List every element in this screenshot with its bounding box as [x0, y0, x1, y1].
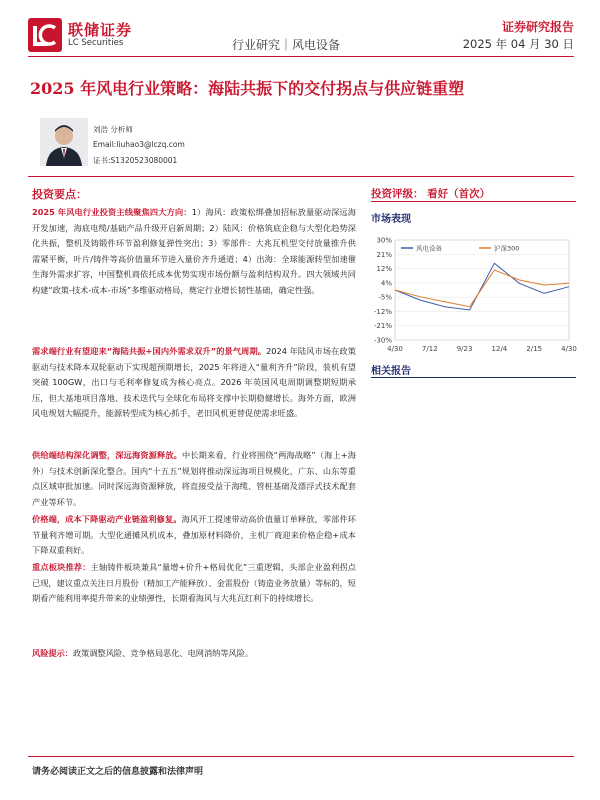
analyst-cert: 证书:S1320523080001	[93, 156, 178, 165]
summary-paragraph-4	[32, 512, 356, 559]
risk-lead: 风险提示：	[32, 648, 73, 658]
y-tick-label: 21%	[376, 250, 392, 259]
report-type: 证券研究报告	[501, 20, 574, 34]
paragraph-4-lead: 价格端，成本下降驱动产业链盈利修复。	[32, 514, 182, 524]
y-tick-label: 30%	[376, 236, 392, 245]
analyst-photo	[40, 118, 88, 166]
market-performance-chart	[369, 228, 577, 356]
summary-paragraph-3	[32, 448, 356, 510]
y-tick-label: -12%	[373, 307, 392, 316]
report-category: 行业研究｜风电设备	[232, 38, 341, 52]
disclaimer-footer: 请务必阅读正文之后的信息披露和法律声明	[32, 767, 204, 777]
summary-heading: 投资要点：	[32, 188, 87, 201]
market-performance-title: 市场表现	[371, 214, 411, 225]
summary-paragraph-5	[32, 560, 356, 607]
legend-label: 风电设备	[416, 244, 442, 253]
y-tick-label: -30%	[373, 336, 392, 345]
analyst-email[interactable]: Email:liuhao3@lczq.com	[93, 140, 185, 149]
risk-warning	[32, 646, 356, 662]
section-divider	[28, 176, 574, 177]
legend-label: 沪深300	[494, 244, 520, 253]
risk-body: 政策调整风险、竞争格局恶化、电网消纳等风险。	[72, 648, 254, 658]
x-tick-label: 7/12	[421, 345, 438, 353]
paragraph-3-body: 中长期来看，行业将围绕“两海战略”（海上+海外）与技术创新深化整合。国内“十五五”规划将推动深远海项目规模化，广东、山东等重点区域审批加速。同时深远海资源释放，将直接受益于海缆、管桩基础及漂浮式技术配套产业等环节。	[32, 450, 356, 507]
rating-divider	[371, 201, 576, 202]
related-reports-title: 相关报告	[371, 366, 411, 377]
paragraph-2-lead: 需求端行业有望迎来“海陆共振+国内外需求双升”的景气周期。	[32, 346, 267, 356]
y-tick-label: -21%	[373, 322, 392, 331]
y-tick-label: 4%	[380, 279, 392, 288]
investment-rating: 投资评级： 看好（首次）	[371, 188, 491, 200]
paragraph-3-lead: 供给端结构深化调整，深远海资源释放。	[32, 450, 183, 460]
x-tick-label: 2/15	[526, 345, 543, 353]
logo-cn: 联储证券	[68, 21, 133, 40]
paragraph-5-lead: 重点板块推荐：	[32, 562, 91, 572]
page-title: 2025 年风电行业策略：海陆共振下的交付拐点与供应链重塑	[30, 79, 465, 98]
summary-paragraph-1	[32, 205, 356, 299]
logo-en: LC Securities	[68, 37, 124, 48]
paragraph-1-body: 1）海风：政策松绑叠加招标放量驱动深远海开发加速，海底电缆/基础产品升级开启新周期；2）陆风：价格筑底企稳与大型化趋势深化共振，整机及铸锻件环节盈利修复弹性突出；3）零部件：大兆瓦机型交付放量推升供需紧平衡，叶片/铸件等高价值量环节进入量价齐升通道；4）出海：全球能源转型加速催生海外需求扩容，中国整机商依托成本优势实现市场份额与盈利结构双升。四大领域共同构建“政策-技术-成本-市场”多维驱动格局，奠定行业增长韧性基础，确定性强。	[32, 207, 356, 295]
paragraph-5-body: 主轴铸件板块兼具“量增+价升+格局优化”三重逻辑，头部企业盈利拐点已现，建议重点关注日月股份（精加工产能释放）、金雷股份（铸造业务放量）等标的，短期看产能利用率提升带来的业绩弹性，长期看海风与大兆瓦红利下的持续增长。	[32, 562, 356, 604]
analyst-name: 刘浩 分析师	[93, 125, 133, 134]
series-line-2	[395, 270, 569, 307]
lc-logo-icon	[28, 18, 62, 52]
x-tick-label: 9/23	[456, 345, 473, 353]
summary-paragraph-2	[32, 344, 356, 422]
chart-frame	[395, 240, 569, 340]
paragraph-1-lead: 2025 年风电行业投资主线聚焦四大方向：	[32, 207, 192, 217]
x-tick-label: 4/30	[387, 345, 403, 353]
report-date: 2025 年 04 月 30 日	[462, 37, 574, 51]
y-tick-label: 12%	[376, 265, 392, 274]
paragraph-2-body: 2024 年陆风市场在政策驱动与技术降本双轮驱动下实现超预期增长，2025 年将进入“量利齐升”阶段，装机有望突破 100GW，出口与毛利率修复成为核心亮点。2026 年英国风电周期调整期短期承压，但大基地项目落地、技术迭代与全球化布局将支撑中长期稳健增长。海外方面，欧洲风电规划大幅提升，能源转型成为核心抓手，老旧风机更替促使需求旺盛。	[32, 346, 356, 419]
paragraph-4-body: 海风开工提速带动高价值量订单释放，零部件环节量利齐增可期。大型化通摊风机成本，叠加原材料降价，主机厂商迎来价格企稳+成本下降双重利好。	[32, 514, 356, 556]
footer-divider	[28, 756, 574, 757]
related-reports-divider	[371, 377, 576, 378]
company-logo	[28, 18, 132, 52]
x-tick-label: 4/30	[561, 345, 577, 353]
header-divider	[28, 56, 574, 57]
y-tick-label: -5%	[378, 293, 392, 302]
series-line-1	[395, 263, 569, 310]
x-tick-label: 12/4	[491, 345, 508, 353]
